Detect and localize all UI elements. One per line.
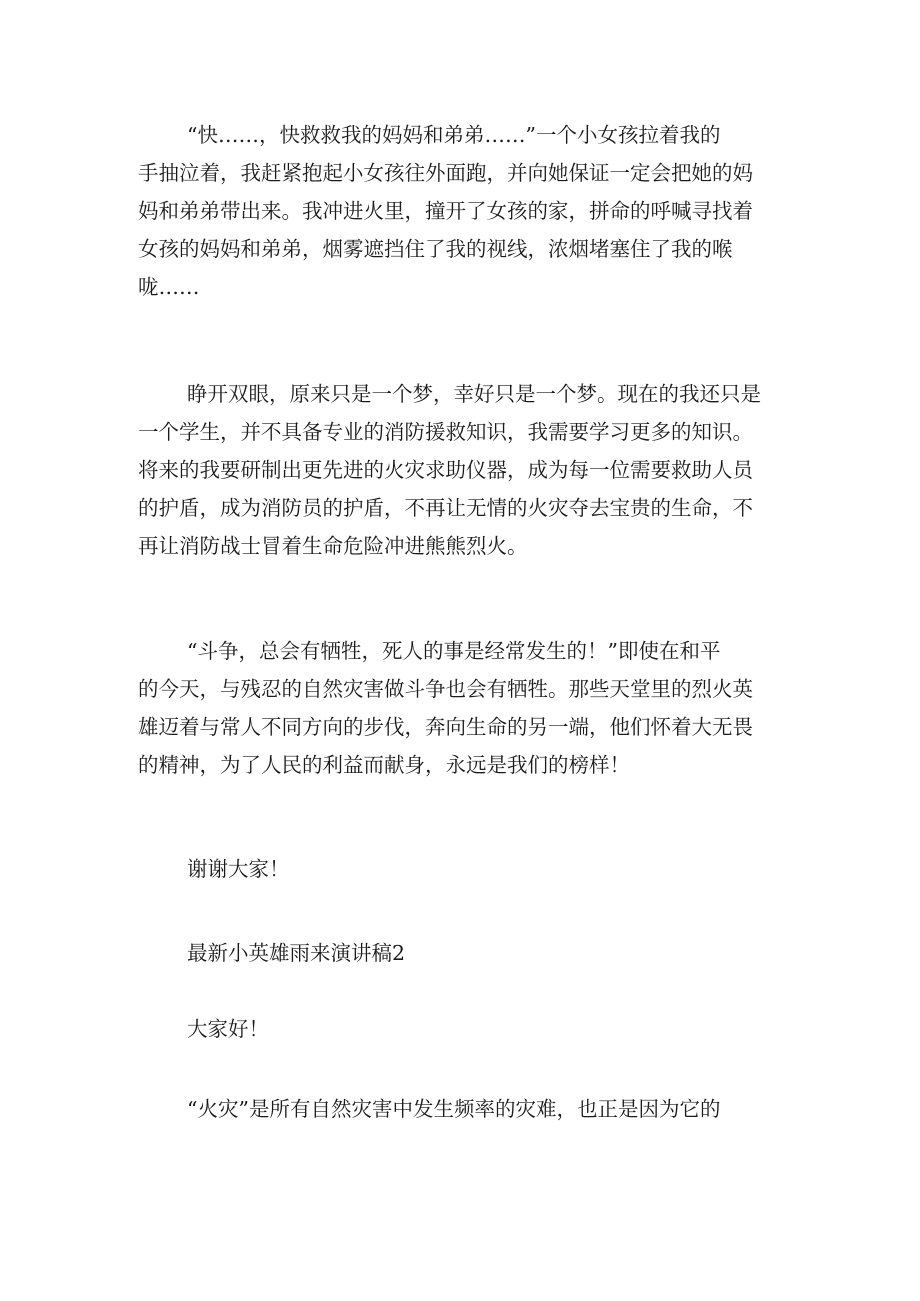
text-line: 手抽泣着，我赶紧抱起小女孩往外面跑，并向她保证一定会把她的妈 [138, 161, 753, 185]
text-line: 睁开双眼，原来只是一个梦，幸好只是一个梦。现在的我还只是 [187, 382, 761, 406]
text-line: 的护盾，成为消防员的护盾，不再让无情的火灾夺去宝贵的生命，不 [138, 496, 753, 520]
text-line: 将来的我要研制出更先进的火灾求助仪器，成为每一位需要救助人员 [138, 458, 753, 482]
text-line: 谢谢大家！ [187, 857, 290, 881]
text-line: 最新小英雄雨来演讲稿2 [187, 941, 406, 965]
text-line: 一个学生，并不具备专业的消防援救知识，我需要学习更多的知识。 [138, 420, 753, 444]
text-line: “火灾”是所有自然灾害中发生频率的灾难，也正是因为它的 [187, 1097, 721, 1121]
text-line: “斗争，总会有牺牲，死人的事是经常发生的！”即使在和平 [187, 639, 721, 663]
text-line: 咙…… [138, 275, 200, 299]
paragraph-dream-rescue [138, 116, 788, 306]
text-line: 的精神，为了人民的利益而献身，永远是我们的榜样！ [138, 753, 630, 777]
text-line: 雄迈着与常人不同方向的步伐，奔向生命的另一端，他们怀着大无畏 [138, 715, 753, 739]
section-heading [138, 934, 788, 972]
text-line: 大家好！ [187, 1017, 269, 1041]
paragraph-thanks [138, 850, 788, 888]
paragraph-greeting [138, 1010, 788, 1048]
text-line: “快……，快救救我的妈妈和弟弟……”一个小女孩拉着我的 [187, 123, 721, 147]
text-line: 再让消防战士冒着生命危险冲进熊熊烈火。 [138, 534, 528, 558]
paragraph-fire-intro [138, 1090, 788, 1128]
paragraph-wake-up [138, 375, 788, 565]
text-line: 妈和弟弟带出来。我冲进火里，撞开了女孩的家，拼命的呼喊寻找着 [138, 199, 753, 223]
text-line: 女孩的妈妈和弟弟，烟雾遮挡住了我的视线，浓烟堵塞住了我的喉 [138, 237, 733, 261]
paragraph-sacrifice [138, 632, 788, 784]
text-line: 的今天，与残忍的自然灾害做斗争也会有牺牲。那些天堂里的烈火英 [138, 677, 753, 701]
